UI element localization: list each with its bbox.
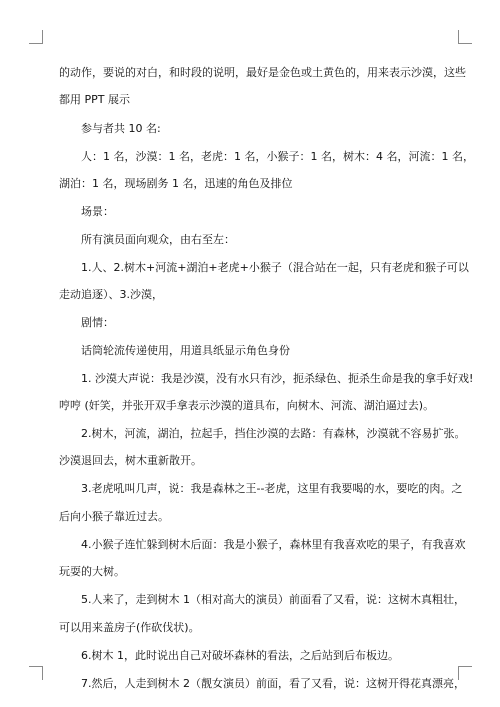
text-line: 5.人来了，走到树木 1（相对高大的演员）前面看了又看，说：这树木真粗壮， [81, 593, 465, 606]
text-line: 6.树木 1，此时说出自己对破坏森林的看法，之后站到后布板边。 [81, 649, 399, 662]
text-line: 湖泊：1 名，现场剧务 1 名，迅速的角色及排位 [59, 177, 293, 190]
text-line: 7.然后，人走到树木 2（靓女演员）前面，看了又看，说：这树开得花真漂亮， [81, 677, 465, 690]
text-line: 所有演员面向观众，由右至左： [81, 233, 235, 246]
text-line: 人：1 名，沙漠：1 名，老虎：1 名，小猴子：1 名，树木：4 名，河流：1 名， [81, 150, 474, 163]
text-line: 都用 PPT 展示 [59, 93, 130, 106]
crop-mark-top-left [29, 30, 43, 44]
text-line: 话筒轮流传递使用，用道具纸显示角色身份 [81, 344, 290, 357]
text-line: 参与者共 10 名: [81, 122, 161, 135]
crop-mark-top-right [458, 30, 472, 44]
text-line: 沙漠退回去，树木重新散开。 [59, 454, 202, 467]
text-line: 玩耍的大树。 [59, 565, 125, 578]
text-line: 可以用来盖房子(作砍伐状)。 [59, 621, 200, 634]
text-line: 剧情： [81, 316, 114, 329]
text-line: 3.老虎吼叫几声，说：我是森林之王--老虎，这里有我要喝的水，要吃的肉。之 [81, 482, 463, 495]
text-line: 走动追逐）、3.沙漠， [59, 288, 163, 301]
crop-mark-bottom-left [29, 666, 43, 680]
text-line: 场景： [81, 205, 114, 218]
text-line: 1.人、2.树木+河流+湖泊+老虎+小猴子（混合站在一起，只有老虎和猴子可以 [81, 261, 469, 274]
text-line: 后向小猴子靠近过去。 [59, 510, 169, 523]
text-line: 2.树木，河流，湖泊，拉起手，挡住沙漠的去路：有森林，沙漠就不容易扩张。 [81, 427, 466, 440]
text-line: 1. 沙漠大声说：我是沙漠，没有水只有沙，扼杀绿色、扼杀生命是我的拿手好戏! [81, 372, 474, 385]
text-line: 哼哼 (奸笑，并张开双手拿表示沙漠的道具布，向树木、河流、湖泊逼过去)。 [59, 399, 435, 412]
text-line: 的动作，要说的对白，和时段的说明，最好是金色或土黄色的，用来表示沙漠，这些 [59, 66, 466, 79]
text-line: 4.小猴子连忙躲到树木后面：我是小猴子，森林里有我喜欢吃的果子，有我喜欢 [81, 538, 466, 551]
